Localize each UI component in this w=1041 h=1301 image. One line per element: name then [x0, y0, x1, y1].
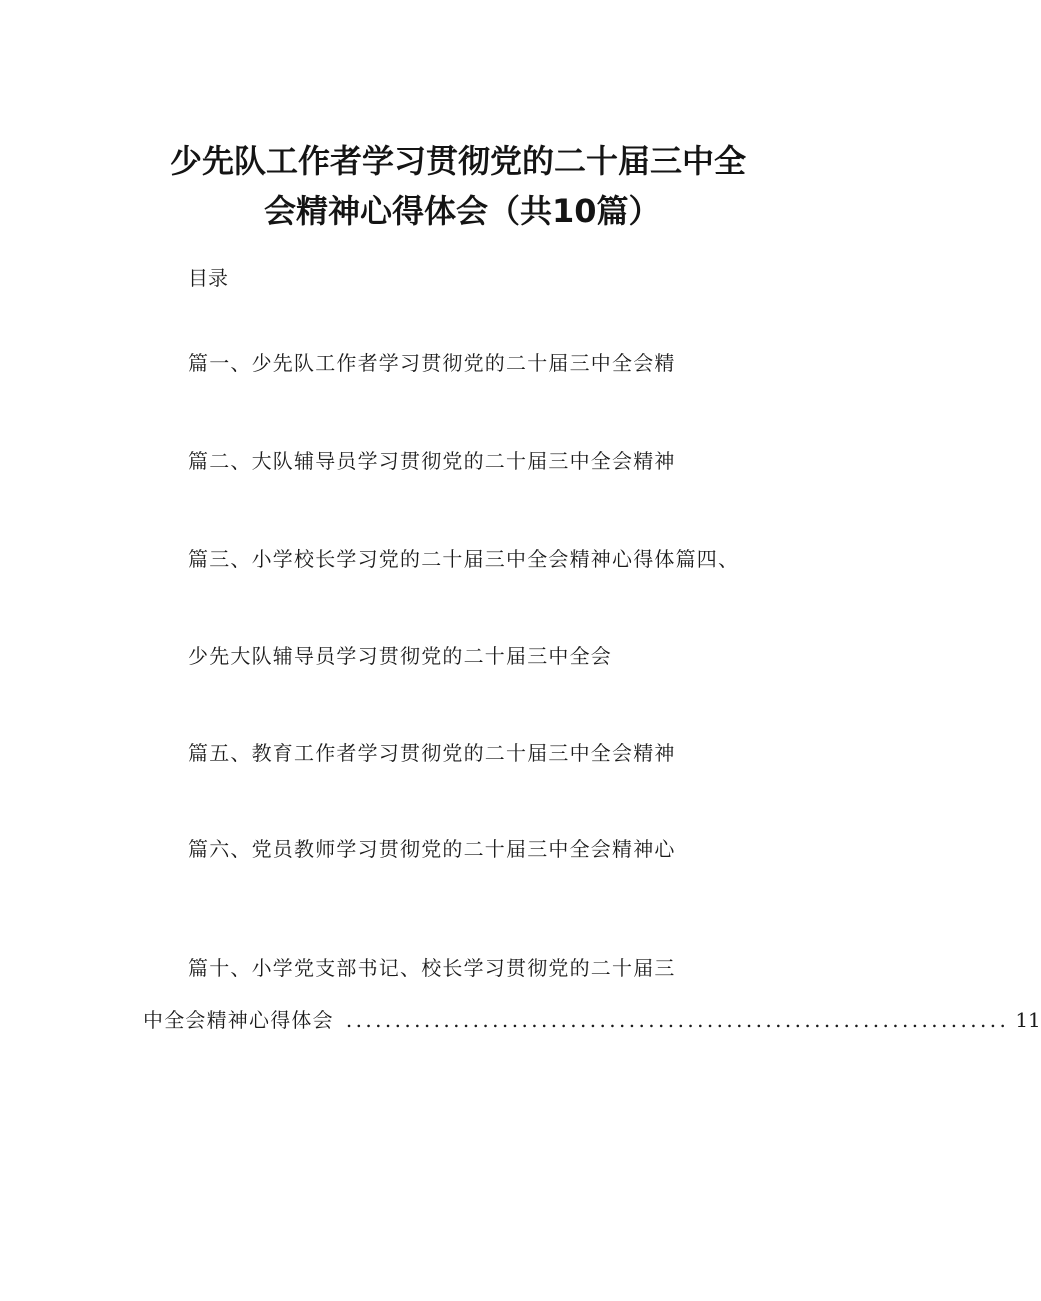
toc-entry-1: 篇一、少先队工作者学习贯彻党的二十届三中全会精 [188, 351, 676, 375]
toc-entry-4: 少先大队辅导员学习贯彻党的二十届三中全会 [188, 644, 612, 668]
toc-entry-10: 篇十、小学党支部书记、校长学习贯彻党的二十届三 [188, 956, 676, 980]
document-title-line-1: 少先队工作者学习贯彻党的二十届三中全 [170, 142, 747, 180]
toc-entry-10-continuation [143, 1004, 1041, 1033]
toc-entry-5: 篇五、教育工作者学习贯彻党的二十届三中全会精神 [188, 741, 676, 765]
document-title-line-2: 会精神心得体会（共10篇） [264, 192, 661, 230]
toc-page-number: 11 [1015, 1008, 1041, 1032]
toc-entry-6: 篇六、党员教师学习贯彻党的二十届三中全会精神心 [188, 837, 676, 861]
toc-dot-leader: .................................................................... [345, 1008, 1010, 1032]
toc-entry-3: 篇三、小学校长学习党的二十届三中全会精神心得体篇四、 [188, 547, 740, 571]
toc-entry-10-text: 中全会精神心得体会 [143, 1008, 334, 1032]
toc-entry-2: 篇二、大队辅导员学习贯彻党的二十届三中全会精神 [188, 449, 676, 473]
toc-heading: 目录 [188, 266, 228, 290]
